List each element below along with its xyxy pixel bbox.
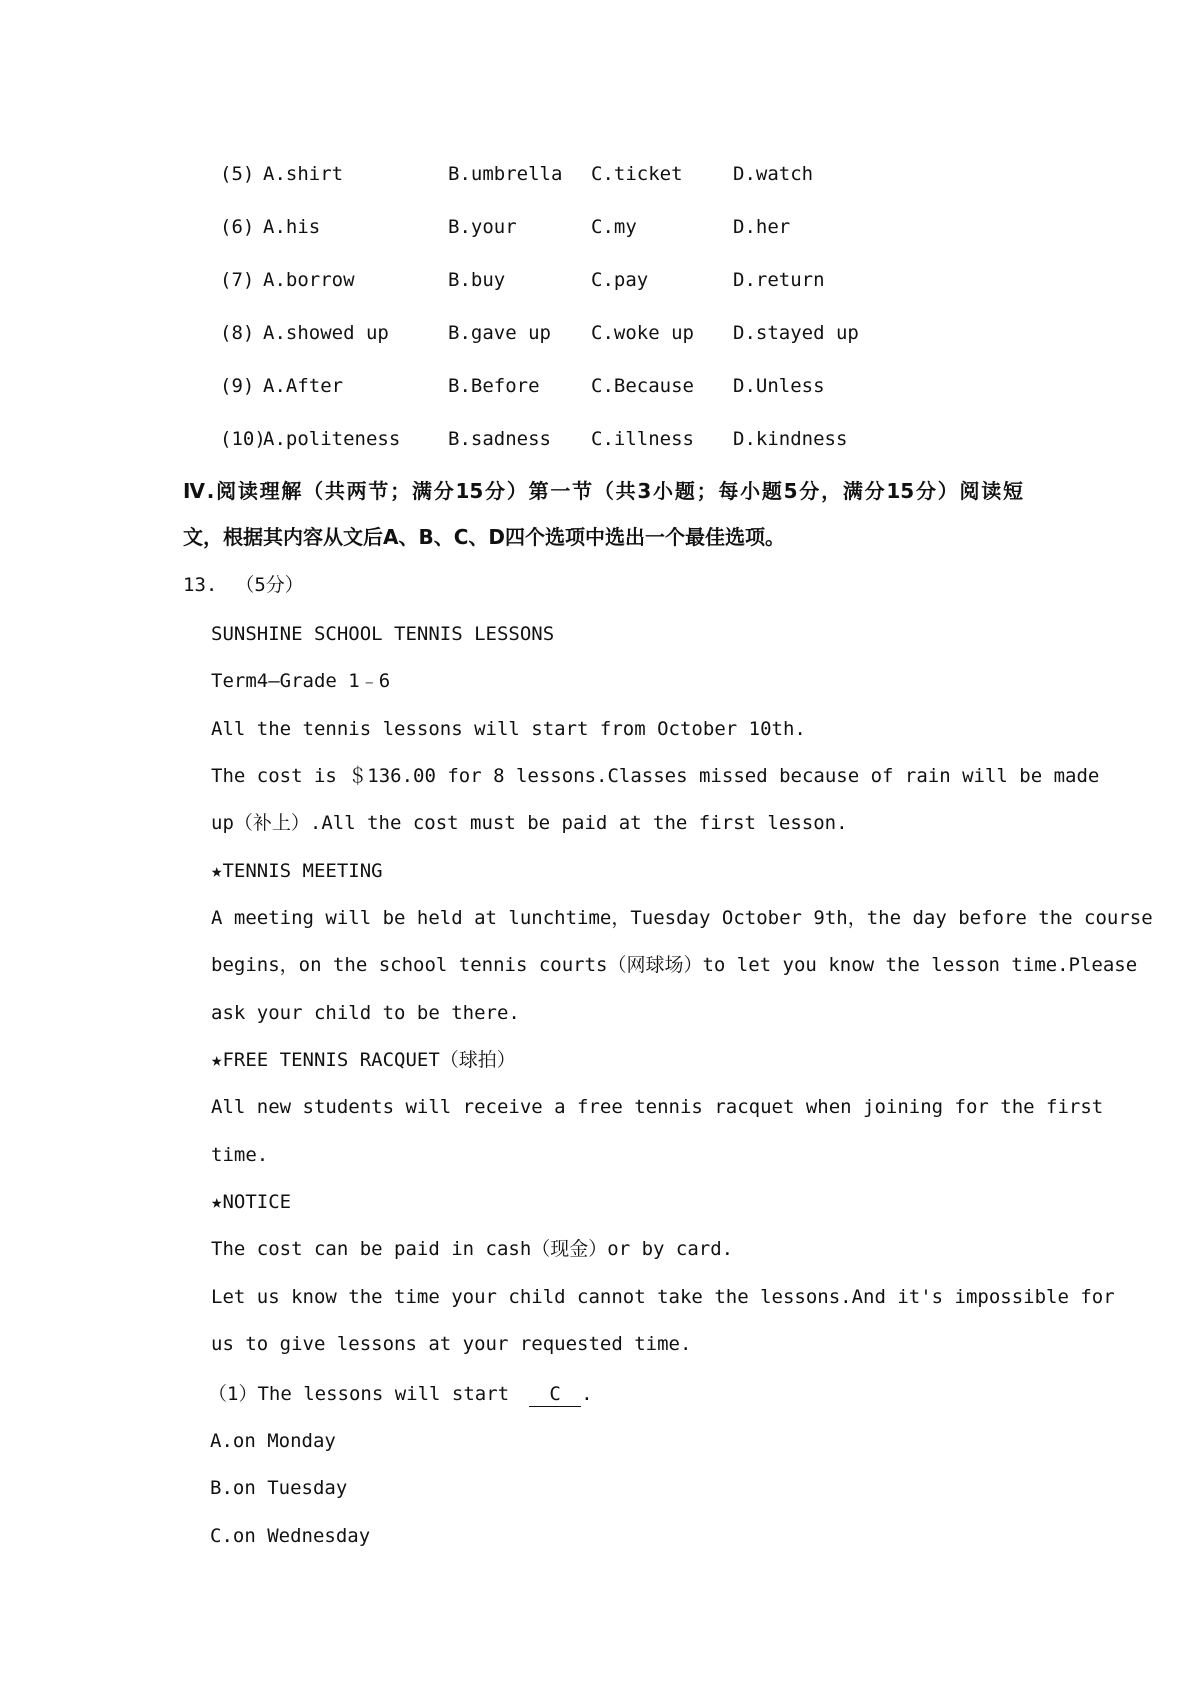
subquestion-end: . — [581, 1383, 593, 1405]
question-number: (5) — [220, 163, 255, 185]
option-b: B.gave up — [448, 322, 551, 344]
passage-cost-continued: up（补上）.All the cost must be paid at the first lesson. — [211, 812, 848, 834]
option-b: B.buy — [448, 269, 506, 291]
answer-blank: C — [529, 1382, 581, 1407]
question-13 — [183, 570, 304, 600]
passage-term: Term4—Grade 1﹣6 — [211, 670, 391, 692]
option-d: D.stayed up — [733, 322, 859, 344]
choice-c: C.on Wednesday — [210, 1525, 371, 1547]
notice-text: The cost can be paid in cash（现金）or by card. — [211, 1238, 734, 1260]
option-c: C.illness — [591, 428, 694, 450]
option-d: D.her — [733, 216, 791, 238]
question-number: (7) — [220, 269, 255, 291]
question-number: (6) — [220, 216, 255, 238]
racquet-title: ★FREE TENNIS RACQUET（球拍） — [211, 1049, 516, 1071]
question-number: (9) — [220, 375, 255, 397]
option-a: A.After — [263, 375, 344, 397]
option-d: D.Unless — [733, 375, 825, 397]
notice-title: ★NOTICE — [211, 1191, 292, 1213]
option-c: C.ticket — [591, 163, 683, 185]
option-d: D.watch — [733, 163, 814, 185]
option-a: A.shirt — [263, 163, 344, 185]
question-number: (8) — [220, 322, 255, 344]
passage-title: SUNSHINE SCHOOL TENNIS LESSONS — [211, 623, 555, 645]
option-a: A.politeness — [263, 428, 401, 450]
racquet-text-2: time. — [211, 1144, 269, 1166]
racquet-text: All new students will receive a free tennis racquet when joining for the first — [211, 1096, 1104, 1118]
subquestion-1 — [208, 1379, 593, 1409]
option-d: D.kindness — [733, 428, 848, 450]
question-number: (10) — [220, 428, 266, 450]
option-c: C.my — [591, 216, 637, 238]
option-d: D.return — [733, 269, 825, 291]
option-b: B.Before — [448, 375, 540, 397]
meeting-title: ★TENNIS MEETING — [211, 860, 383, 882]
section-heading: Ⅳ.阅读理解（共两节；满分15分）第一节（共3小题；每小题5分，满分15分）阅读短 — [183, 479, 1023, 503]
option-c: C.pay — [591, 269, 649, 291]
meeting-text-3: ask your child to be there. — [211, 1002, 520, 1024]
question-score: （5分） — [235, 574, 304, 596]
option-b: B.umbrella — [448, 163, 563, 185]
option-a: A.showed up — [263, 322, 389, 344]
option-a: A.his — [263, 216, 321, 238]
passage-start: All the tennis lessons will start from October 10th. — [211, 718, 806, 740]
option-c: C.Because — [591, 375, 694, 397]
question-number: 13. — [183, 574, 218, 596]
section-heading-continued: 文，根据其内容从文后A、B、C、D四个选项中选出一个最佳选项。 — [183, 525, 786, 549]
option-b: B.your — [448, 216, 517, 238]
choice-b: B.on Tuesday — [210, 1477, 348, 1499]
passage-cost: The cost is ＄136.00 for 8 lessons.Classes missed because of rain will be made — [211, 765, 1100, 787]
subquestion-stem: （1）The lessons will start — [208, 1383, 510, 1405]
choice-a: A.on Monday — [210, 1430, 336, 1452]
notice-text-2: Let us know the time your child cannot take the lessons.And it's impossible for — [211, 1286, 1115, 1308]
meeting-text: A meeting will be held at lunchtime，Tuesday October 9th，the day before the course — [211, 907, 1153, 929]
option-b: B.sadness — [448, 428, 551, 450]
meeting-text-2: begins，on the school tennis courts（网球场）to let you know the lesson time.Please — [211, 954, 1138, 976]
option-c: C.woke up — [591, 322, 694, 344]
option-a: A.borrow — [263, 269, 355, 291]
notice-text-3: us to give lessons at your requested time. — [211, 1333, 692, 1355]
